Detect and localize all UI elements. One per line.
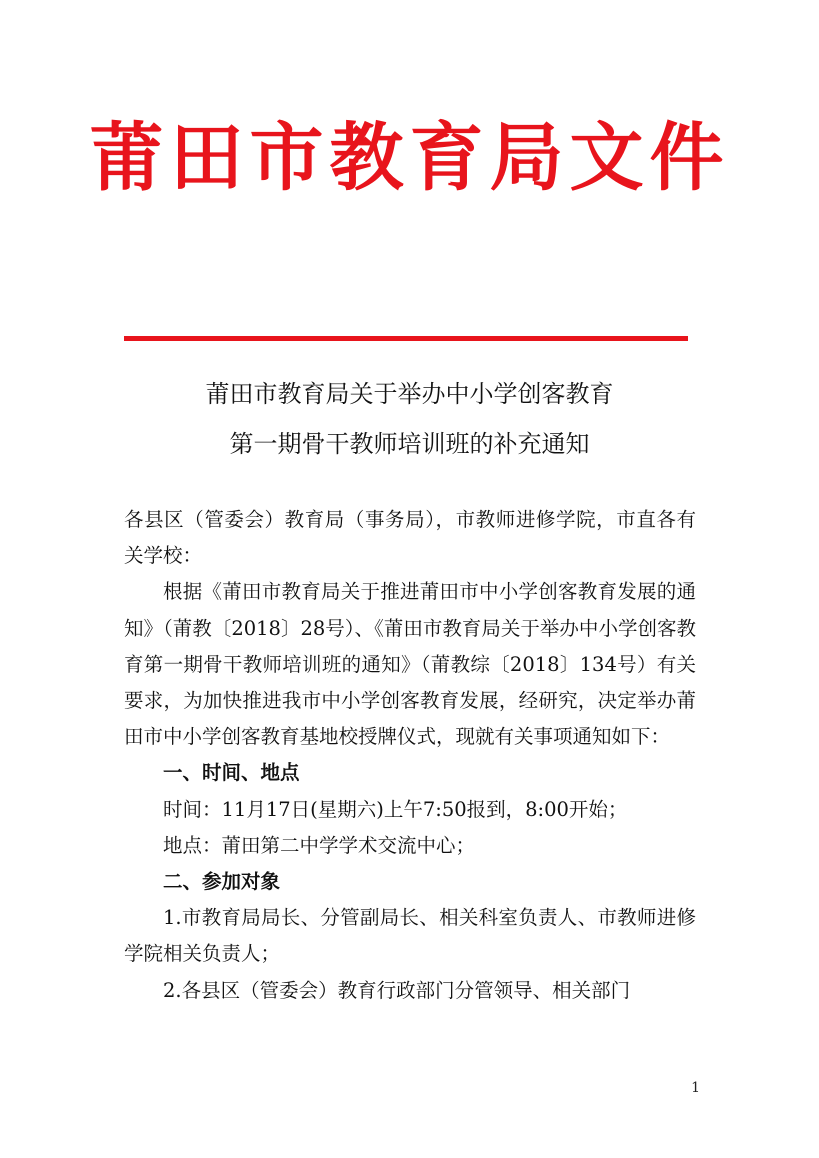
page-number: 1: [691, 1080, 700, 1096]
section-heading-participants: 二、参加对象: [163, 870, 281, 894]
document-title-line-1: 莆田市教育局关于举办中小学创客教育: [205, 380, 614, 408]
document-title-line-2: 第一期骨干教师培训班的补充通知: [229, 430, 590, 458]
place-line: 地点：莆田第二中学学术交流中心；: [163, 833, 476, 857]
participant-item-2: 2.各县区（管委会）教育行政部门分管领导、相关部门: [163, 978, 631, 1002]
section-heading-time-place: 一、时间、地点: [163, 761, 300, 785]
header-red-rule: [124, 336, 688, 341]
time-line: 时间：11月17日(星期六)上午7:50报到，8:00开始；: [163, 797, 628, 821]
document-header-title: 莆田市教育局文件: [89, 115, 730, 201]
document-body: [124, 502, 696, 1009]
participant-item-1: 1.市教育局局长、分管副局长、相关科室负责人、市教师进修学院相关负责人；: [124, 906, 696, 966]
salutation: 各县区（管委会）教育局（事务局），市教师进修学院，市直各有关学校：: [124, 508, 696, 568]
intro-paragraph: 根据《莆田市教育局关于推进莆田市中小学创客教育发展的通知》（莆教〔2018〕28号）、《莆田市教育局关于举办中小学创客教育第一期骨干教师培训班的通知》（莆教综〔2018〕134号）有关要求，为加快推进我市中小学创客教育发展，经研究，决定举办莆田市中小学创客教育基地校授牌仪式，现就有关事项通知如下：: [124, 580, 696, 749]
